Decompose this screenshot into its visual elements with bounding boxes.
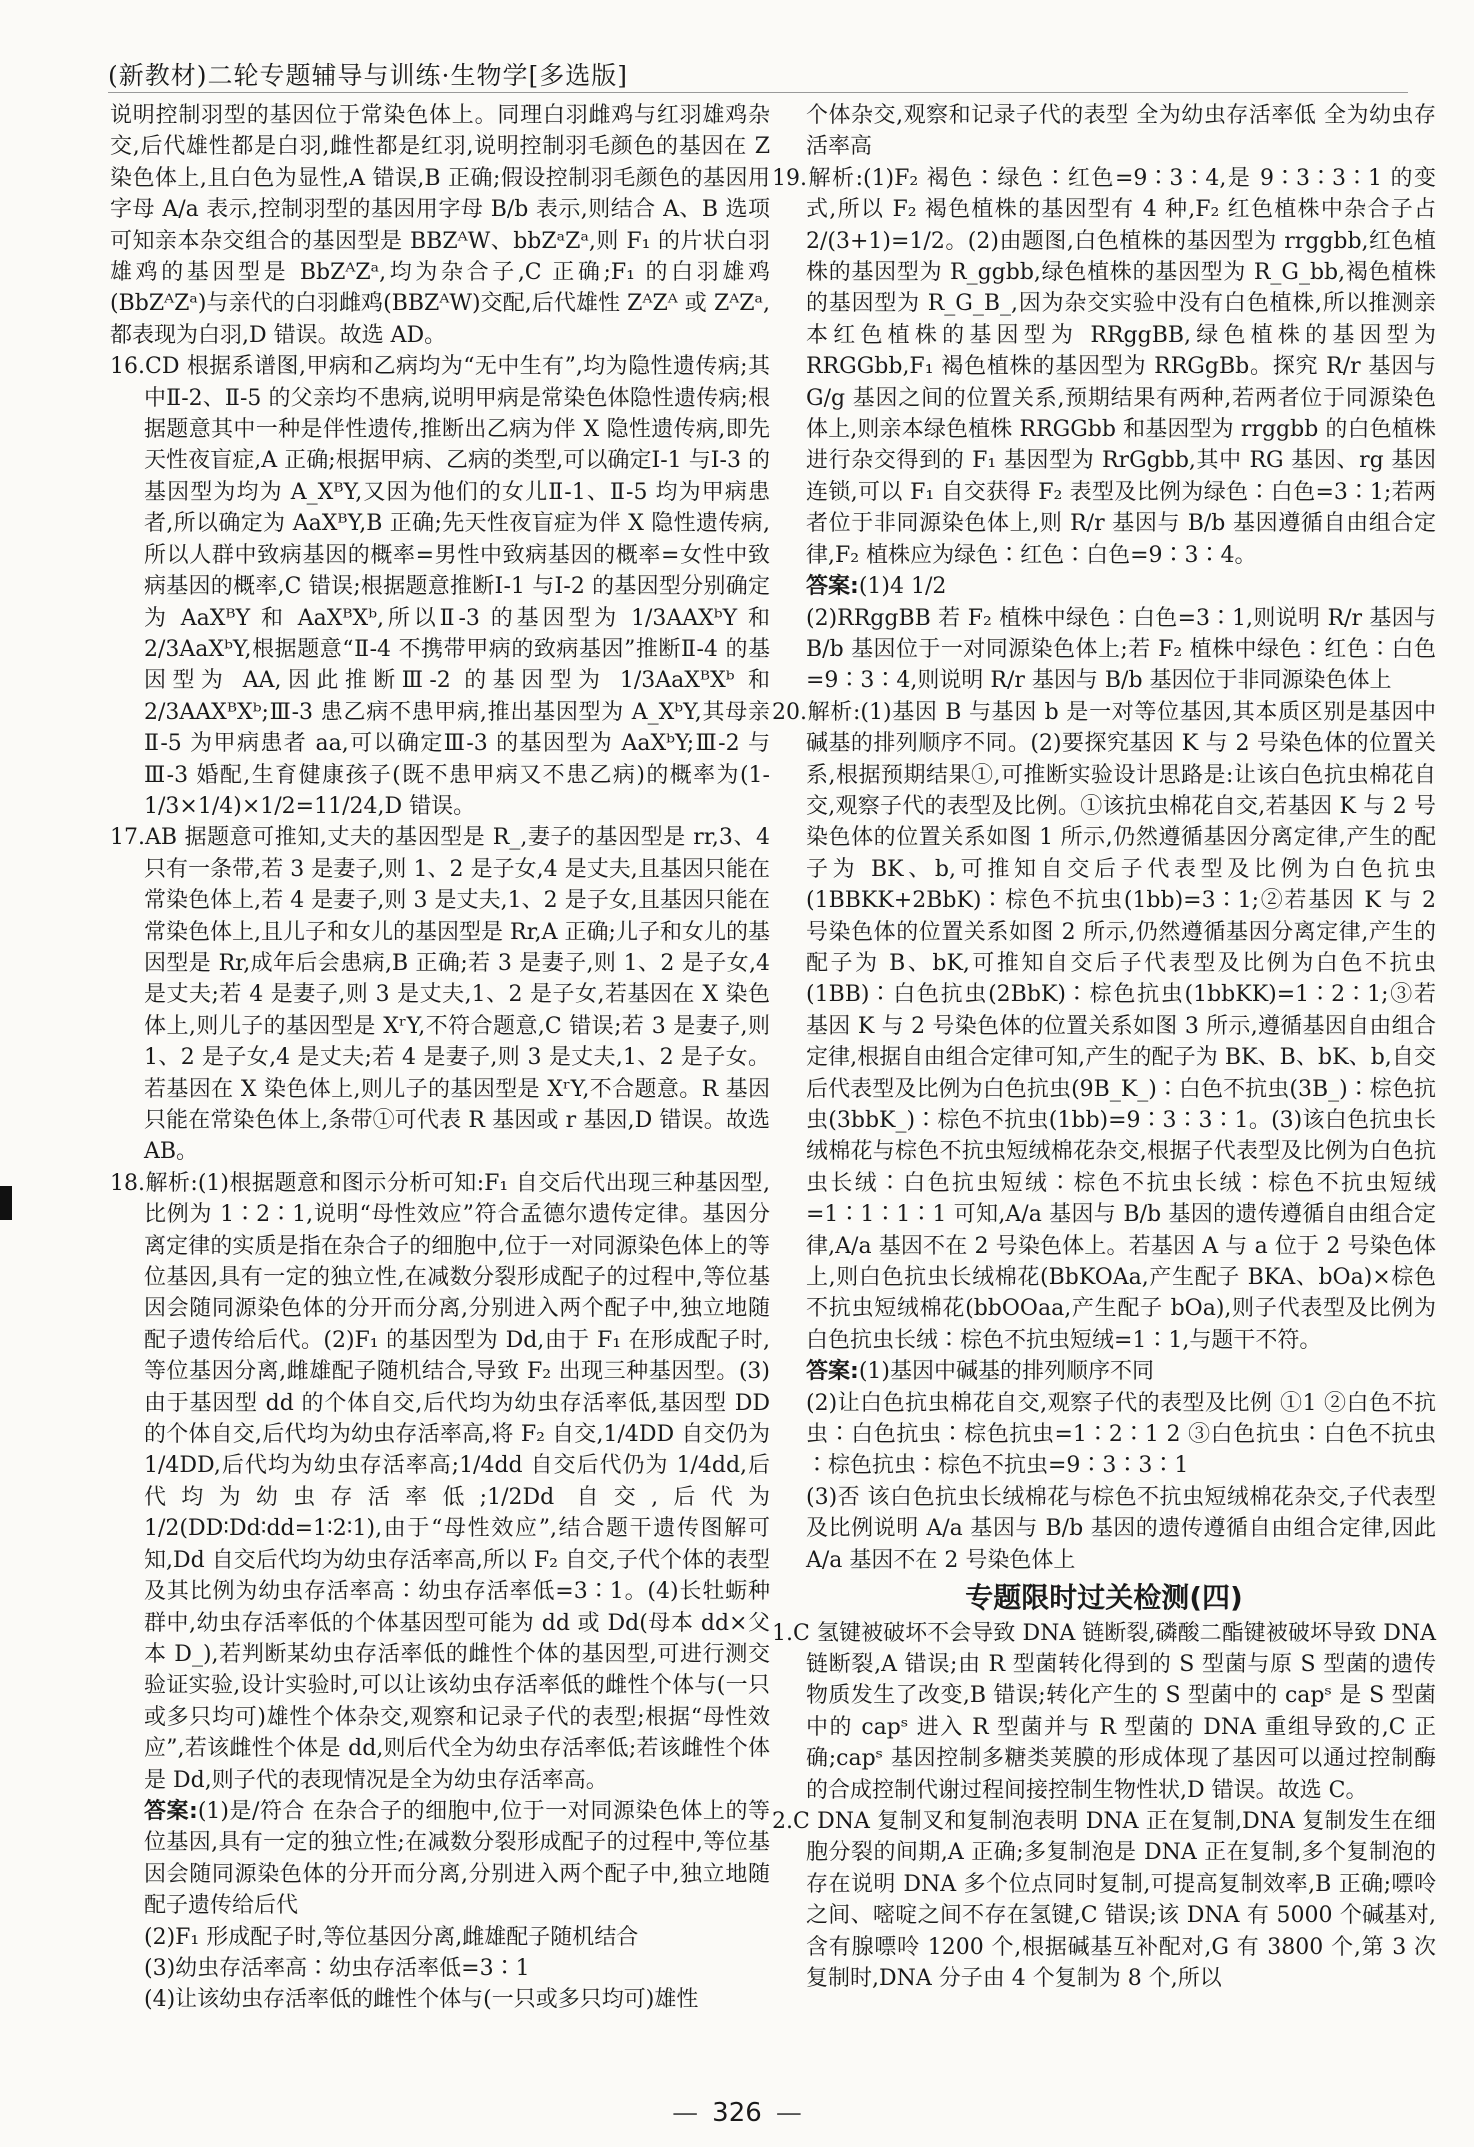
- block-text: (2)让白色抗虫棉花自交,观察子代的表型及比例 ①1 ②白色不抗虫∶白色抗虫∶棕色抗虫=1∶2∶1 2 ③白色抗虫∶白色不抗虫∶棕色抗虫∶棕色不抗虫=9∶3∶3∶1: [806, 1390, 1436, 1479]
- margin-mark: [0, 1186, 12, 1220]
- text-block: [772, 1806, 1436, 1994]
- block-text: 1.C 氢键被破坏不会导致 DNA 链断裂,磷酸二酯键被破坏导致 DNA 链断裂,A 错误;由 R 型菌转化得到的 S 型菌与原 S 型菌的遗传物质发生了改变,B 错误;转化产生的 S 型菌中的 capˢ 是 S 型菌中的 capˢ 进入 R 型菌并与 R 型菌的 DNA 重组导致的,C 正确;capˢ 基因控制多糖类荚膜的形成体现了基因可以通过控制酶的合成控制代谢过程间接控制生物性状,D 错误。故选 C。: [772, 1620, 1436, 1803]
- answer-block: [772, 571, 1436, 602]
- block-text: 16.CD 根据系谱图,甲病和乙病均为“无中生有”,均为隐性遗传病;其中Ⅱ-2、Ⅱ-5 的父亲均不患病,说明甲病是常染色体隐性遗传病;根据题意其中一种是伴性遗传,推断出乙病为伴 X 隐性遗传病,即先天性夜盲症,A 正确;根据甲病、乙病的类型,可以确定Ⅰ-1 与Ⅰ-3 的基因型为均为 A_XᴮY,又因为他们的女儿Ⅱ-1、Ⅱ-5 均为甲病患者,所以确定为 AaXᴮY,B 正确;先天性夜盲症为伴 X 隐性遗传病,所以人群中致病基因的概率=男性中致病基因的概率=女性中致病基因的概率,C 错误;根据题意推断Ⅰ-1 与Ⅰ-2 的基因型分别确定为 AaXᴮY 和 AaXᴮXᵇ,所以Ⅱ-3 的基因型为 1/3AAXᵇY 和 2/3AaXᵇY,根据题意“Ⅱ-4 不携带甲病的致病基因”推断Ⅱ-4 的基因型为 AA,因此推断Ⅲ-2 的基因型为 1/3AaXᴮXᵇ 和 2/3AAXᴮXᵇ;Ⅲ-3 患乙病不患甲病,推出基因型为 A_XᵇY,其母亲Ⅱ-5 为甲病患者 aa,可以确定Ⅲ-3 的基因型为 AaXᵇY;Ⅲ-2 与Ⅲ-3 婚配,生育健康孩子(既不患甲病又不患乙病)的概率为(1-1/3×1/4)×1/2=11/24,D 错误。: [110, 354, 770, 819]
- answer-block: [772, 100, 1436, 163]
- text-block: [772, 1618, 1436, 1806]
- block-text: 专题限时过关检测(四): [965, 1581, 1243, 1615]
- block-text: (3)否 该白色抗虫长绒棉花与棕色不抗虫短绒棉花杂交,子代表型及比例说明 A/a 基因与 B/b 基因的遗传遵循自由组合定律,因此 A/a 基因不在 2 号染色体上: [806, 1484, 1436, 1573]
- answer-block: [772, 1356, 1436, 1387]
- block-text: (1)是/符合 在杂合子的细胞中,位于一对同源染色体上的等位基因,具有一定的独立性;在减数分裂形成配子的过程中,等位基因会随同源染色体的分开而分离,分别进入两个配子中,独立地随配子遗传给后代: [144, 1798, 770, 1919]
- answer-block: [110, 1984, 770, 2015]
- text-block: [772, 697, 1436, 1357]
- left-column: [110, 100, 770, 2016]
- text-block: [772, 163, 1436, 571]
- answer-block: [110, 1796, 770, 1922]
- answer-label: 答案:: [806, 574, 859, 600]
- answer-label: 答案:: [806, 1359, 859, 1385]
- text-block: [110, 351, 770, 822]
- answer-block: [110, 1953, 770, 1984]
- block-text: 20.解析:(1)基因 B 与基因 b 是一对等位基因,其本质区别是基因中碱基的排列顺序不同。(2)要探究基因 K 与 2 号染色体的位置关系,根据预期结果①,可推断实验设计思路是:让该白色抗虫棉花自交,观察子代的表型及比例。①该抗虫棉花自交,若基因 K 与 2 号染色体的位置关系如图 1 所示,仍然遵循基因分离定律,产生的配子为 BK、b,可推知自交后子代表型及比例为白色抗虫(1BBKK+2BbK)∶棕色不抗虫(1bb)=3∶1;②若基因 K 与 2 号染色体的位置关系如图 2 所示,仍然遵循基因分离定律,产生的配子为 B、bK,可推知自交后子代表型及比例为白色不抗虫(1BB)∶白色抗虫(2BbK)∶棕色抗虫(1bbKK)=1∶2∶1;③若基因 K 与 2 号染色体的位置关系如图 3 所示,遵循基因自由组合定律,根据自由组合定律可知,产生的配子为 BK、B、bK、b,自交后代表型及比例为白色抗虫(9B_K_)∶白色不抗虫(3B_)∶棕色抗虫(3bbK_)∶棕色不抗虫(1bb)=9∶3∶3∶1。(3)该白色抗虫长绒棉花与棕色不抗虫短绒棉花杂交,根据子代表型及比例为白色抗虫长绒∶白色抗虫短绒∶棕色不抗虫长绒∶棕色不抗虫短绒=1∶1∶1∶1 可知,A/a 基因与 B/b 基因的遗传遵循自由组合定律,A/a 基因不在 2 号染色体上。若基因 A 与 a 位于 2 号染色体上,则白色抗虫长绒棉花(BbKOAa,产生配子 BKA、bOa)×棕色不抗虫短绒棉花(bbOOaa,产生配子 bOa),则子代表型及比例为白色抗虫长绒∶棕色不抗虫短绒=1∶1,与题干不符。: [772, 699, 1436, 1353]
- block-text: (2)F₁ 形成配子时,等位基因分离,雌雄配子随机结合: [144, 1924, 639, 1950]
- block-text: (2)RRggBB 若 F₂ 植株中绿色∶白色=3∶1,则说明 R/r 基因与 B/b 基因位于一对同源染色体上;若 F₂ 植株中绿色∶红色∶白色=9∶3∶4,则说明 R/r 基因与 B/b 基因位于非同源染色体上: [806, 605, 1436, 694]
- page-number: — 326 —: [0, 2098, 1474, 2128]
- block-text: 18.解析:(1)根据题意和图示分析可知:F₁ 自交后代出现三种基因型,比例为 1∶2∶1,说明“母性效应”符合孟德尔遗传定律。基因分离定律的实质是指在杂合子的细胞中,位于一对同源染色体上的等位基因,具有一定的独立性,在减数分裂形成配子的过程中,等位基因会随同源染色体的分开而分离,分别进入两个配子中,独立地随配子遗传给后代。(2)F₁ 的基因型为 Dd,由于 F₁ 在形成配子时,等位基因分离,雌雄配子随机结合,导致 F₂ 出现三种基因型。(3)由于基因型 dd 的个体自交,后代均为幼虫存活率低,基因型 DD 的个体自交,后代均为幼虫存活率高,将 F₂ 自交,1/4DD 自交仍为 1/4DD,后代均为幼虫存活率高;1/4dd 自交后代仍为 1/4dd,后代均为幼虫存活率低;1/2Dd 自交,后代为 1/2(DD∶Dd∶dd=1∶2∶1),由于“母性效应”,结合题干遗传图解可知,Dd 自交后代均为幼虫存活率高,所以 F₂ 自交,子代个体的表型及其比例为幼虫存活率高∶幼虫存活率低=3∶1。(4)长牡蛎种群中,幼虫存活率低的个体基因型可能为 dd 或 Dd(母本 dd×父本 D_),若判断某幼虫存活率低的雌性个体的基因型,可进行测交验证实验,设计实验时,可以让该幼虫存活率低的雌性个体与(一只或多只均可)雄性个体杂交,观察和记录子代的表型;根据“母性效应”,若该雌性个体是 dd,则后代全为幼虫存活率低;若该雌性个体是 Dd,则子代的表现情况是全为幼虫存活率高。: [110, 1170, 770, 1793]
- running-header: (新教材)二轮专题辅导与训练·生物学[多选版]: [108, 61, 628, 90]
- answer-block: [110, 1922, 770, 1953]
- block-text: 个体杂交,观察和记录子代的表型 全为幼虫存活率低 全为幼虫存活率高: [806, 103, 1436, 160]
- block-text: 说明控制羽型的基因位于常染色体上。同理白羽雌鸡与红羽雄鸡杂交,后代雄性都是白羽,雌性都是红羽,说明控制羽毛颜色的基因在 Z 染色体上,且白色为显性,A 错误,B 正确;假设控制羽毛颜色的基因用字母 A/a 表示,控制羽型的基因用字母 B/b 表示,则结合 A、B 选项可知亲本杂交组合的基因型是 BBZᴬW、bbZᵃZᵃ,则 F₁ 的片状白羽雄鸡的基因型是 BbZᴬZᵃ,均为杂合子,C 正确;F₁ 的白羽雄鸡(BbZᴬZᵃ)与亲代的白羽雌鸡(BBZᴬW)交配,后代雄性 ZᴬZᴬ 或 ZᴬZᵃ,都表现为白羽,D 错误。故选 AD。: [110, 103, 770, 348]
- section-heading: [772, 1582, 1436, 1613]
- block-text: 2.C DNA 复制叉和复制泡表明 DNA 正在复制,DNA 复制发生在细胞分裂的间期,A 正确;多复制泡是 DNA 正在复制,多个复制泡的存在说明 DNA 多个位点同时复制,可提高复制效率,B 正确;嘌呤之间、嘧啶之间不存在氢键,C 错误;该 DNA 有 5000 个碱基对,含有腺嘌呤 1200 个,根据碱基互补配对,G 有 3800 个,第 3 次复制时,DNA 分子由 4 个复制为 8 个,所以: [772, 1808, 1436, 1991]
- block-text: (1)4 1/2: [858, 574, 947, 600]
- block-text: 19.解析:(1)F₂ 褐色∶绿色∶红色=9∶3∶4,是 9∶3∶3∶1 的变式,所以 F₂ 褐色植株的基因型有 4 种,F₂ 红色植株中杂合子占 2/(3+1)=1/2。(2)由题图,白色植株的基因型为 rrggbb,红色植株的基因型为 R_ggbb,绿色植株的基因型为 R_G_bb,褐色植株的基因型为 R_G_B_,因为杂交实验中没有白色植株,所以推测亲本红色植株的基因型为 RRggBB,绿色植株的基因型为 RRGGbb,F₁ 褐色植株的基因型为 RRGgBb。探究 R/r 基因与 G/g 基因之间的位置关系,预期结果有两种,若两者位于同源染色体上,则亲本绿色植株 RRGGbb 和基因型为 rrggbb 的白色植株进行杂交得到的 F₁ 基因型为 RrGgbb,其中 RG 基因、rg 基因连锁,可以 F₁ 自交获得 F₂ 表型及比例为绿色∶白色=3∶1;若两者位于非同源染色体上,则 R/r 基因与 B/b 基因遵循自由组合定律,F₂ 植株应为绿色∶红色∶白色=9∶3∶4。: [772, 165, 1436, 568]
- text-block: [110, 1168, 770, 1796]
- block-text: (1)基因中碱基的排列顺序不同: [858, 1359, 1154, 1385]
- answer-block: [772, 1482, 1436, 1576]
- text-block: [110, 822, 770, 1167]
- header-rule: [108, 92, 1408, 93]
- answer-block: [772, 603, 1436, 697]
- block-text: (4)让该幼虫存活率低的雌性个体与(一只或多只均可)雄性: [144, 1987, 699, 2013]
- block-text: (3)幼虫存活率高∶幼虫存活率低=3∶1: [144, 1955, 530, 1981]
- block-text: 17.AB 据题意可推知,丈夫的基因型是 R_,妻子的基因型是 rr,3、4 只有一条带,若 3 是妻子,则 1、2 是子女,4 是丈夫,且基因只能在常染色体上,若 4 是妻子,则 3 是丈夫,1、2 是子女,且基因只能在常染色体上,且儿子和女儿的基因型是 Rr,A 正确;儿子和女儿的基因型是 Rr,成年后会患病,B 正确;若 3 是妻子,则 1、2 是子女,4 是丈夫;若 4 是妻子,则 3 是丈夫,1、2 是子女,若基因在 X 染色体上,则儿子的基因型是 XʳY,不符合题意,C 错误;若 3 是妻子,则 1、2 是子女,4 是丈夫;若 4 是妻子,则 3 是丈夫,1、2 是子女。若基因在 X 染色体上,则儿子的基因型是 XʳY,不合题意。R 基因只能在常染色体上,条带①可代表 R 基因或 r 基因,D 错误。故选 AB。: [110, 825, 770, 1165]
- answer-block: [772, 1388, 1436, 1482]
- answer-label: 答案:: [144, 1798, 198, 1824]
- text-block: [110, 100, 770, 351]
- right-column: [772, 100, 1436, 1994]
